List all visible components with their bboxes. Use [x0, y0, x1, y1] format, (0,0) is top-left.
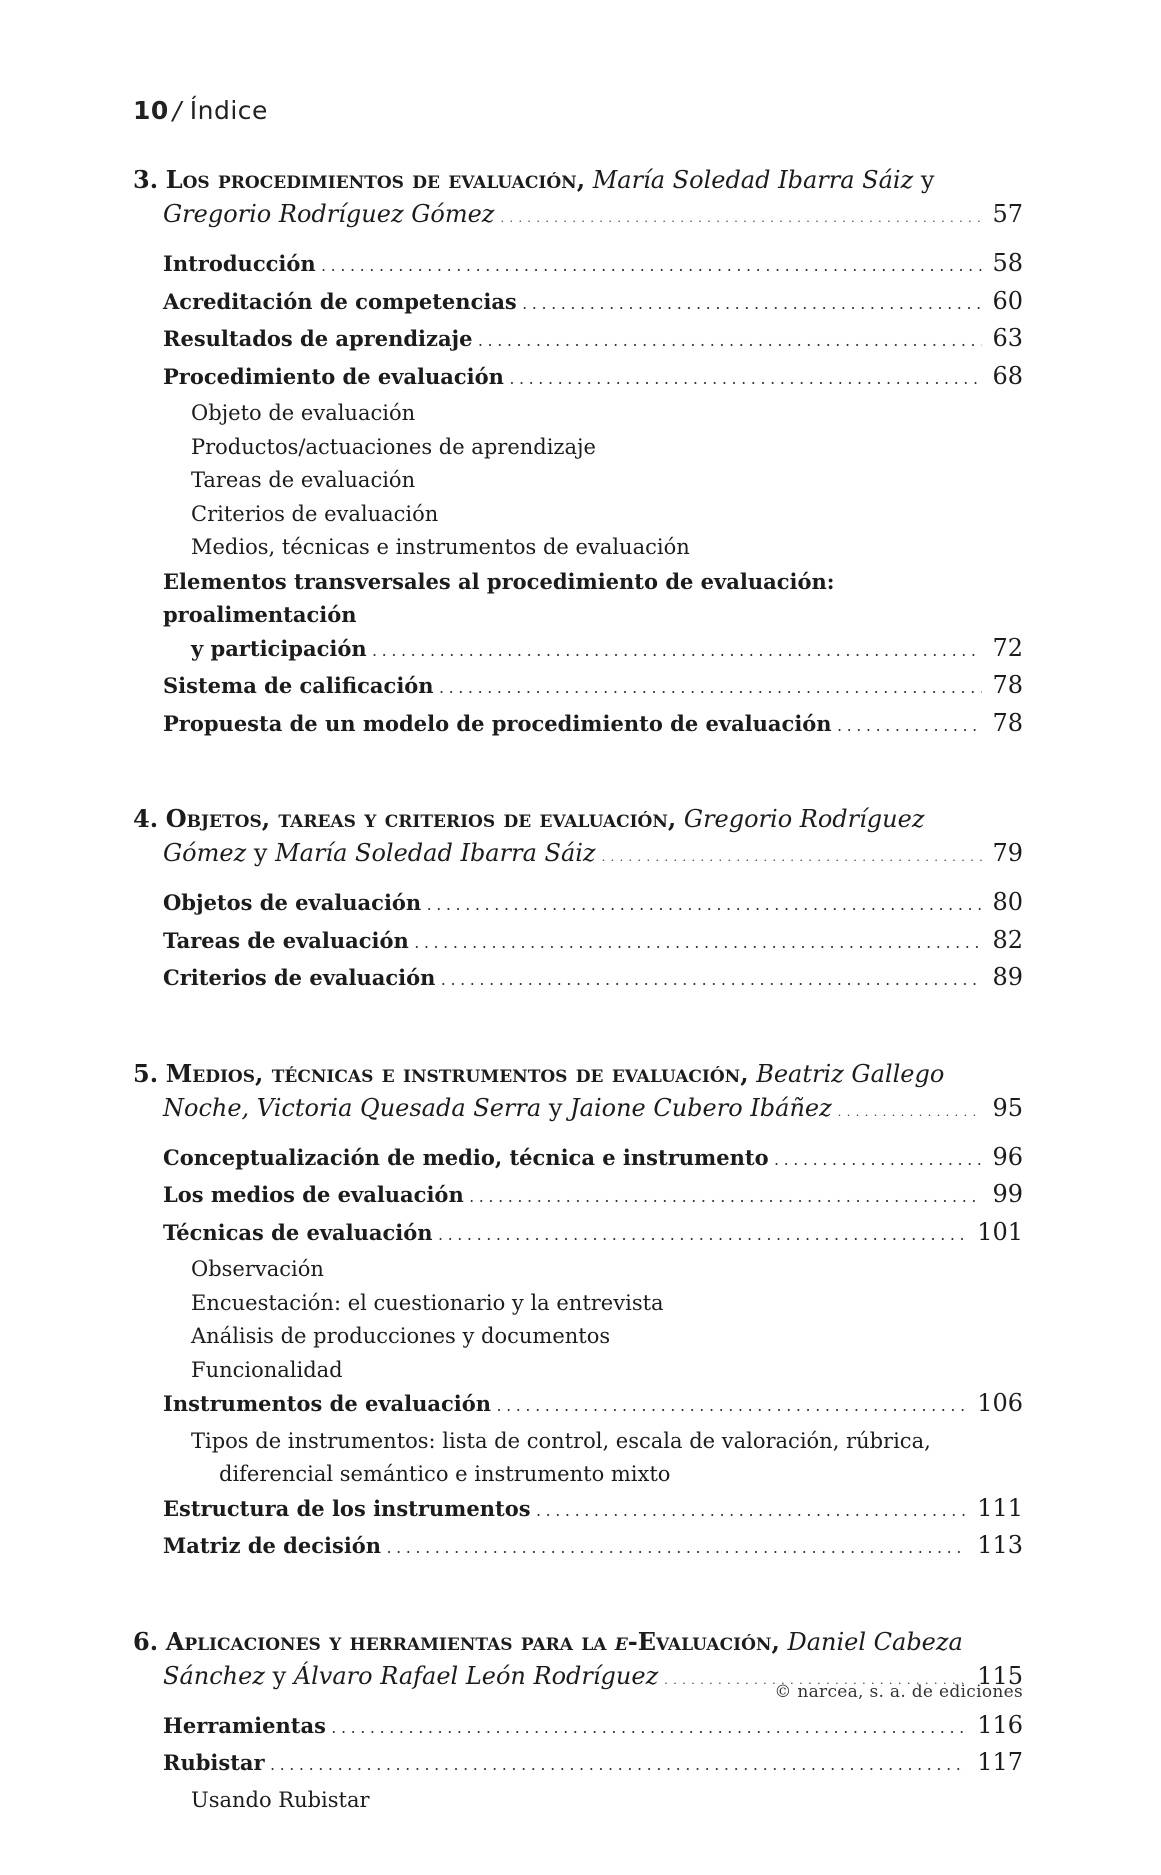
page-number: 10	[133, 96, 169, 125]
table-of-contents	[133, 163, 1023, 1875]
chapter-authors-line: Noche, Victoria Quesada Serra y Jaione Cubero Ibáñez . . . 95	[133, 1091, 1023, 1130]
toc-subentry: Medios, técnicas e instrumentos de evaluación	[191, 535, 690, 559]
dot-leader	[500, 197, 982, 236]
chapter-entries	[133, 1709, 1023, 1818]
copyright-footer: © narcea, s. a. de ediciones	[774, 1682, 1023, 1702]
header-separator: /	[172, 96, 182, 125]
toc-subentry: Criterios de evaluación	[191, 501, 439, 526]
toc-subentry: Observación	[191, 1257, 324, 1281]
toc-entry: Introducción . . . 58	[163, 247, 1023, 285]
toc-subentry: Funcionalidad	[191, 1357, 343, 1382]
toc-entry-multiline: Elementos transversales al procedimiento de evaluación: proalimentación y participación . . . 72	[163, 565, 1023, 670]
toc-entry: Estructura de los instrumentos . . . 111	[163, 1492, 1023, 1530]
toc-subentry: Análisis de producciones y documentos	[191, 1324, 611, 1348]
toc-entry: Procedimiento de evaluación . . . 68	[163, 360, 1023, 398]
chapter-page: 95	[992, 1093, 1023, 1122]
header-title: Índice	[189, 96, 268, 125]
toc-entry: Propuesta de un modelo de procedimiento de evaluación . . . 78	[163, 707, 1023, 745]
chapter-entries	[133, 886, 1023, 999]
toc-entry: Acreditación de competencias . . . 60	[163, 285, 1023, 323]
toc-entry: Matriz de decisión . . . 113	[163, 1529, 1023, 1567]
chapter-page: 115	[977, 1661, 1023, 1690]
toc-entry: Instrumentos de evaluación . . . 106	[163, 1387, 1023, 1425]
toc-subentry: Productos/actuaciones de aprendizaje	[191, 434, 596, 459]
toc-entry: Rubistar . . . 117	[163, 1746, 1023, 1784]
chapter-entries	[133, 247, 1023, 744]
chapter-title: 4. Objetos, tareas y criterios de evaluación, Gregorio Rodríguez	[133, 804, 925, 833]
toc-subentry: Objeto de evaluación	[191, 401, 416, 425]
toc-subentry: Tareas de evaluación	[191, 468, 416, 492]
chapter-3	[133, 163, 1023, 744]
chapter-4	[133, 802, 1023, 999]
toc-entry: Criterios de evaluación . . . 89	[163, 961, 1023, 999]
chapter-entries	[133, 1141, 1023, 1567]
chapter-title: 6. Aplicaciones y herramientas para la e-Evaluación, Daniel Cabeza	[133, 1626, 963, 1656]
running-head	[133, 96, 268, 125]
toc-entry: Sistema de calificación . . . 78	[163, 669, 1023, 707]
toc-subentry: Encuestación: el cuestionario y la entrevista	[191, 1290, 664, 1315]
chapter-authors-line: Gregorio Rodríguez Gómez . . . 57	[133, 197, 1023, 236]
toc-entry: Objetos de evaluación . . . 80	[163, 886, 1023, 924]
toc-entry: Técnicas de evaluación . . . 101	[163, 1216, 1023, 1254]
chapter-page: 79	[992, 839, 1023, 867]
chapter-authors-line: Sánchez y Álvaro Rafael León Rodríguez . . . 115	[133, 1659, 1023, 1698]
chapter-authors-line: Gómez y María Soledad Ibarra Sáiz . . . 79	[133, 836, 1023, 875]
toc-entry: Herramientas . . . 116	[163, 1709, 1023, 1747]
chapter-5	[133, 1057, 1023, 1567]
toc-subentry-multiline: Tipos de instrumentos: lista de control, escala de valoración, rúbrica, diferencial semántico e instrumento mixto	[191, 1428, 931, 1486]
chapter-title: 5. Medios, técnicas e instrumentos de evaluación, Beatriz Gallego	[133, 1058, 945, 1088]
chapter-title: 3. Los procedimientos de evaluación, María Soledad Ibarra Sáiz y	[133, 165, 935, 194]
toc-entry: Conceptualización de medio, técnica e instrumento . . . 96	[163, 1141, 1023, 1179]
toc-entry: Los medios de evaluación . . . 99	[163, 1178, 1023, 1216]
chapter-page: 57	[992, 200, 1023, 228]
chapter-6	[133, 1625, 1023, 1818]
toc-entry: Resultados de aprendizaje . . . 63	[163, 322, 1023, 360]
toc-entry: Tareas de evaluación . . . 82	[163, 924, 1023, 962]
toc-subentry: Usando Rubistar	[191, 1787, 370, 1812]
